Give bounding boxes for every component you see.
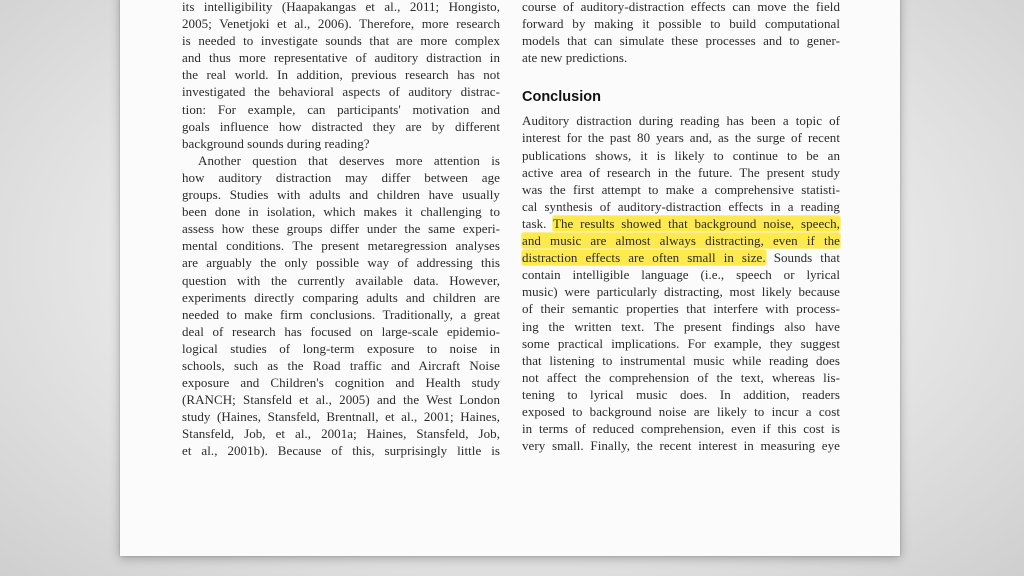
text-line: models that can simulate these processes and to gener- <box>522 33 840 49</box>
text-line: logical studies of long-term exposure to noise in <box>182 340 500 356</box>
text-line: of their semantic properties that interfere with process- <box>522 301 840 317</box>
text-line: question with the currently available data. However, <box>182 272 500 288</box>
text-line: needed to make firm conclusions. Traditionally, a great <box>182 306 500 322</box>
text-line: exposed to background noise are likely to incur a cost <box>522 403 840 419</box>
text-line: tening to lyrical music does. In addition, readers <box>522 386 840 402</box>
text-line: background sounds during reading? <box>182 135 370 151</box>
text-line: schools, such as the Road traffic and Aircraft Noise <box>182 357 500 373</box>
text-line: ing the written text. The present findings also have <box>522 318 840 334</box>
text-line: exposure and Children's cognition and Health study <box>182 375 500 391</box>
text-line: its intelligibility (Haapakangas et al., 2011; Hongisto, <box>182 0 500 14</box>
text-line: mental conditions. The present metaregression analyses <box>182 238 500 254</box>
text-line: Auditory distraction during reading has been a topic of <box>522 113 840 129</box>
text-line: music) were particularly distracting, most likely because <box>522 284 840 300</box>
highlighted-line <box>522 215 840 232</box>
highlighted-text: and music are almost always distracting, even if the <box>522 233 840 249</box>
text-line: been done in isolation, which makes it challenging to <box>182 204 500 220</box>
text-line: and thus more representative of auditory distraction in <box>182 50 500 66</box>
highlighted-line <box>522 249 840 266</box>
highlighted-text: distraction effects are often small in size. <box>522 250 766 266</box>
text-line: goals influence how distracted they are by different <box>182 118 500 134</box>
text-line: forward by making it possible to build computational <box>522 16 840 32</box>
text-line: experiments directly comparing adults and children are <box>182 289 500 305</box>
text-line: assess how these groups differ under the same experi- <box>182 221 500 237</box>
text-line: study (Haines, Stansfeld, Brentnall, et al., 2001; Haines, <box>182 409 500 425</box>
text-fragment: Sounds that <box>773 250 840 266</box>
text-line: active area of research in the future. The present study <box>522 164 840 180</box>
text-line: the real world. In addition, previous research has not <box>182 67 500 83</box>
text-line: ate new predictions. <box>522 50 628 66</box>
text-line: Stansfeld, Job, et al., 2001a; Haines, Stansfeld, Job, <box>182 426 500 442</box>
text-line: not affect the comprehension of the text, whereas lis- <box>522 369 840 385</box>
text-line: tion: For example, can participants' motivation and <box>182 101 500 117</box>
highlighted-text: The results showed that background noise, speech, <box>553 215 840 231</box>
text-line: investigated the behavioral aspects of auditory distrac- <box>182 84 500 100</box>
highlighted-line <box>522 232 840 249</box>
text-line: cal synthesis of auditory-distraction effects in a reading <box>522 198 840 214</box>
text-line: (RANCH; Stansfeld et al., 2005) and the West London <box>182 392 500 408</box>
text-line: some practical implications. For example, they suggest <box>522 335 840 351</box>
text-line: course of auditory-distraction effects can move the field <box>522 0 840 14</box>
paper-page <box>120 0 900 556</box>
conclusion-heading: Conclusion <box>522 89 601 106</box>
text-line: is needed to investigate sounds that are more complex <box>182 33 500 49</box>
text-line: very small. Finally, the recent interest in measuring eye <box>522 438 840 454</box>
text-line: contain intelligible language (i.e., speech or lyrical <box>522 267 840 283</box>
text-line: 2005; Venetjoki et al., 2006). Therefore, more research <box>182 16 500 32</box>
text-line: how auditory distraction may differ between age <box>182 169 500 185</box>
text-line: deal of research has focused on large-scale epidemio- <box>182 323 500 339</box>
text-fragment: task. <box>522 215 547 231</box>
text-line: are arguably the only possible way of addressing this <box>182 255 500 271</box>
text-line: in terms of reduced comprehension, even if this cost is <box>522 421 840 437</box>
text-line: Another question that deserves more attention is <box>198 152 500 168</box>
text-line: was the first attempt to make a comprehensive statisti- <box>522 181 840 197</box>
text-line: et al., 2001b). Because of this, surprisingly little is <box>182 443 500 459</box>
text-line: that listening to instrumental music while reading does <box>522 352 840 368</box>
text-line: publications shows, it is likely to continue to be an <box>522 147 840 163</box>
left-text-column <box>182 0 500 460</box>
text-line: groups. Studies with adults and children have usually <box>182 187 500 203</box>
right-text-column <box>522 0 840 454</box>
text-line: interest for the past 80 years and, as the surge of recent <box>522 130 840 146</box>
